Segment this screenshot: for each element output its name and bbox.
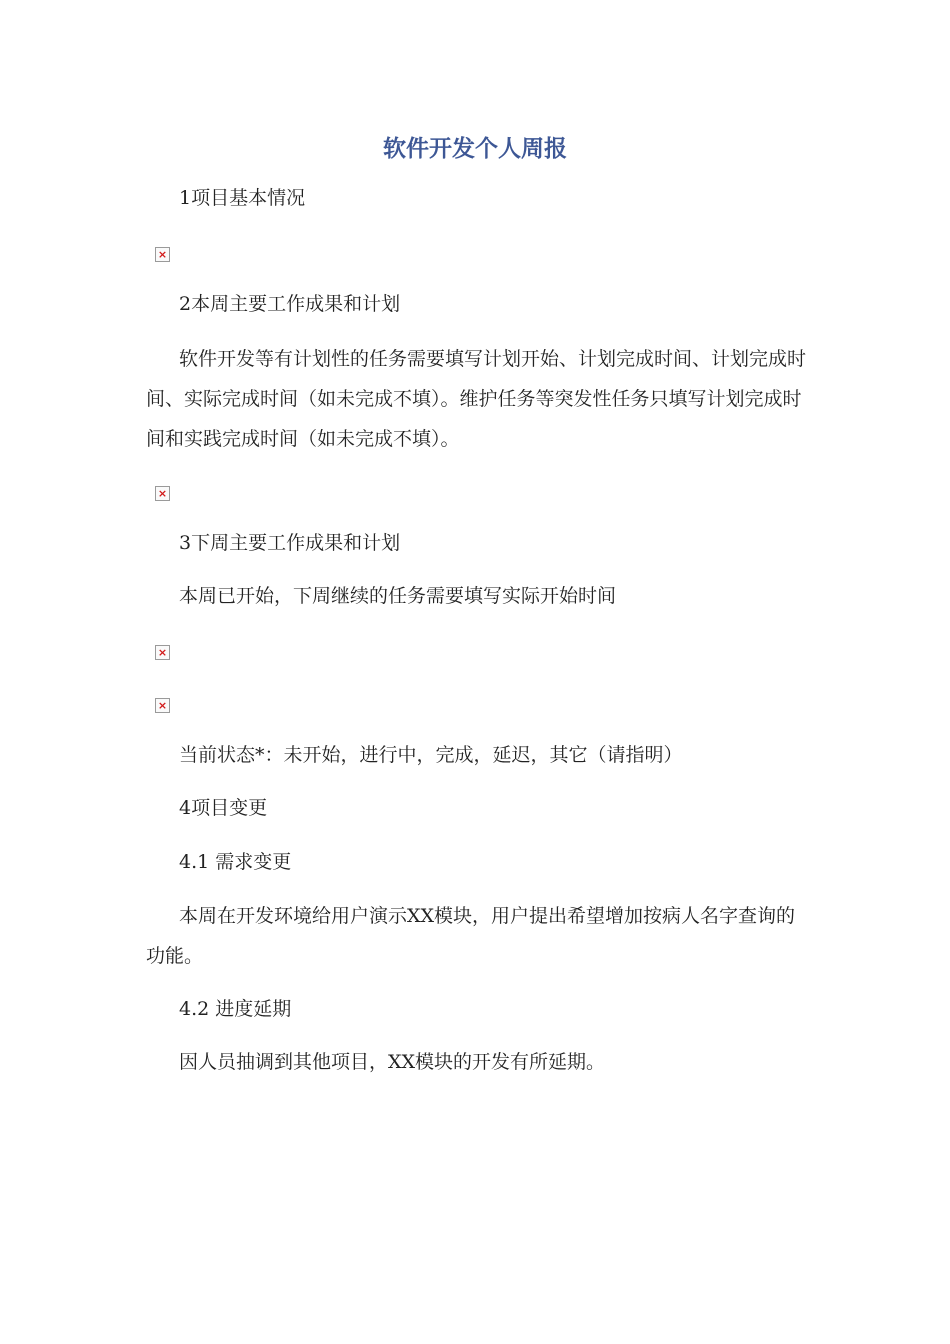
- section-4-2-heading: 4.2 进度延期: [179, 998, 292, 1020]
- section-4-1-heading: 4.1 需求变更: [179, 851, 292, 873]
- broken-image-icon: ×: [155, 698, 170, 713]
- section-2-body: 软件开发等有计划性的任务需要填写计划开始、计划完成时间、计划完成时间、实际完成时间（如未完成不填）。维护任务等突发性任务只填写计划完成时间和实践完成时间（如未完成不填）。: [146, 348, 807, 450]
- section-1-heading: 1项目基本情况: [179, 187, 306, 209]
- broken-image-icon: ×: [155, 486, 170, 501]
- section-4-heading: 4项目变更: [179, 797, 268, 819]
- broken-image-icon: ×: [155, 247, 170, 262]
- document-title: 软件开发个人周报: [383, 136, 567, 162]
- broken-image-icon: ×: [155, 645, 170, 660]
- status-line: 当前状态*：未开始，进行中，完成，延迟，其它（请指明）: [179, 744, 683, 766]
- section-2-heading: 2本周主要工作成果和计划: [179, 293, 401, 315]
- section-4-2-body: 因人员抽调到其他项目，XX模块的开发有所延期。: [179, 1051, 606, 1073]
- section-3-heading: 3下周主要工作成果和计划: [179, 532, 401, 554]
- section-4-1-body: 本周在开发环境给用户演示XX模块，用户提出希望增加按病人名字查询的功能。: [146, 905, 796, 967]
- section-3-body: 本周已开始，下周继续的任务需要填写实际开始时间: [179, 585, 617, 607]
